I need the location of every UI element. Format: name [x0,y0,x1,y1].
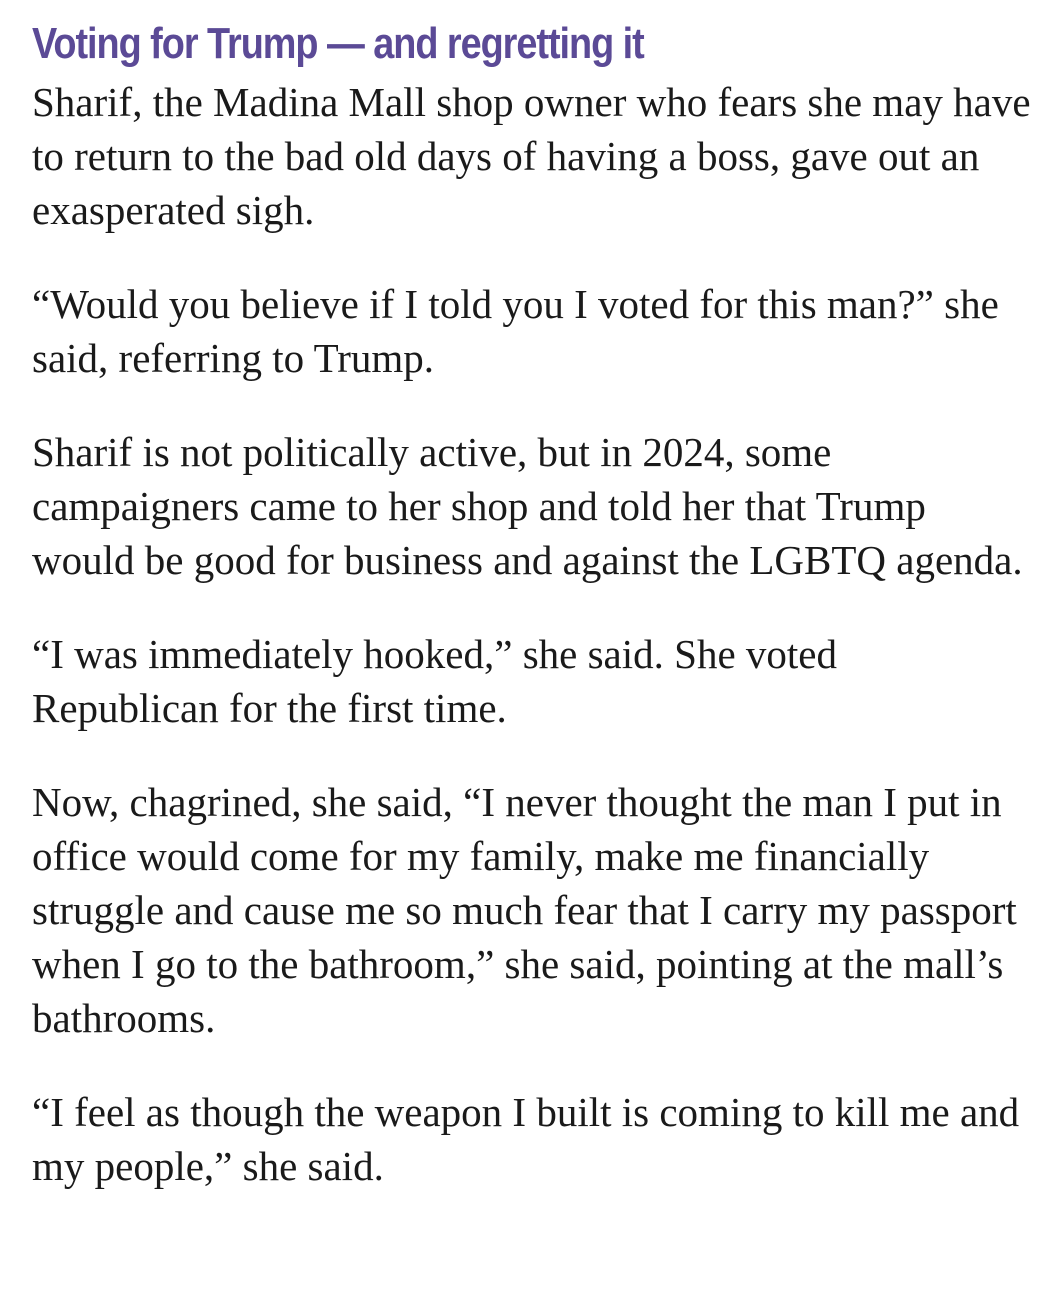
article [32,14,1032,1193]
article-paragraph: Sharif is not politically active, but in 2024, some campaigners came to her shop and told her that Trump would be good for business and against the LGBTQ agenda. [32,429,1023,583]
article-paragraph: Sharif, the Madina Mall shop owner who fears she may have to return to the bad old days of having a boss, gave out an exasperated sigh. [32,79,1031,233]
article-paragraph: “Would you believe if I told you I voted for this man?” she said, referring to Trump. [32,281,999,381]
article-headline: Voting for Trump — and regretting it [32,19,644,68]
article-paragraph: “I feel as though the weapon I built is coming to kill me and my people,” she said. [32,1089,1020,1189]
article-paragraph: “I was immediately hooked,” she said. She voted Republican for the first time. [32,631,837,731]
article-paragraph: Now, chagrined, she said, “I never thought the man I put in office would come for my family, make me financially struggle and cause me so much fear that I carry my passport when I go to the bathroom,” she said, pointing at the mall’s bathrooms. [32,779,1017,1041]
